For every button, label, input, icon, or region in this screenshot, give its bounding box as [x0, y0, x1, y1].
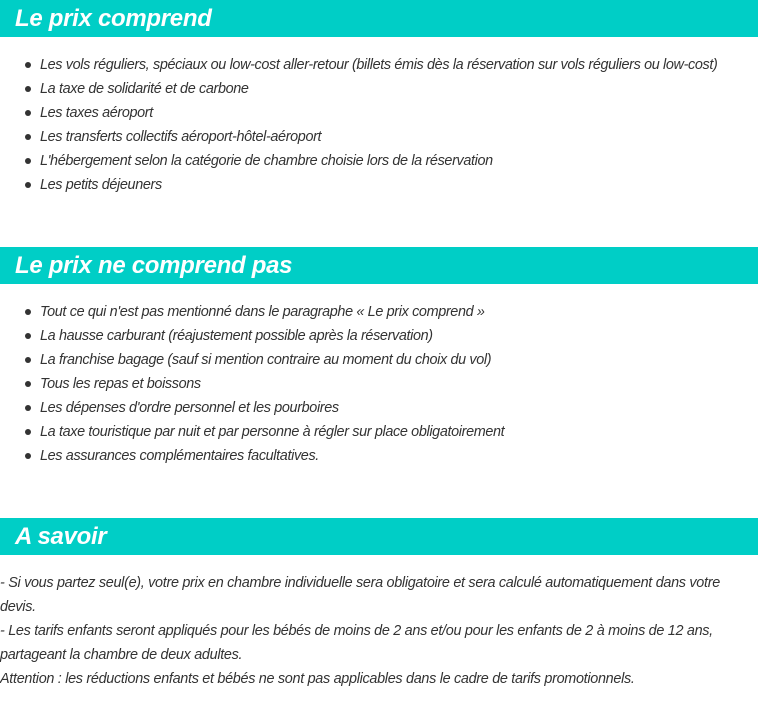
list-item: La hausse carburant (réajustement possible après la réservation): [0, 324, 758, 348]
list-item: Les transferts collectifs aéroport-hôtel-aéroport: [0, 125, 758, 149]
section-header-excluded: [0, 247, 758, 284]
list-item: L'hébergement selon la catégorie de chambre choisie lors de la réservation: [0, 149, 758, 173]
know-paragraph: - Les tarifs enfants seront appliqués pour les bébés de moins de 2 ans et/ou pour les enfants de 2 à moins de 12 ans, partageant la chambre de deux adultes.: [0, 623, 713, 663]
section-header-included: [0, 0, 758, 37]
section-title-know: A savoir: [15, 522, 107, 550]
section-title-excluded: Le prix ne comprend pas: [15, 251, 293, 279]
list-item: Les taxes aéroport: [0, 101, 758, 125]
know-paragraph: Attention : les réductions enfants et bébés ne sont pas applicables dans le cadre de tarifs promotionnels.: [0, 671, 635, 687]
list-item: Tous les repas et boissons: [0, 372, 758, 396]
list-item: La franchise bagage (sauf si mention contraire au moment du choix du vol): [0, 348, 758, 372]
list-item: Les assurances complémentaires facultatives.: [0, 444, 758, 468]
list-item: Tout ce qui n'est pas mentionné dans le paragraphe « Le prix comprend »: [0, 300, 758, 324]
list-item: La taxe de solidarité et de carbone: [0, 77, 758, 101]
included-list: [0, 53, 758, 197]
know-text: [0, 571, 756, 691]
section-header-know: [0, 518, 758, 555]
excluded-list: [0, 300, 758, 468]
list-item: Les vols réguliers, spéciaux ou low-cost aller-retour (billets émis dès la réservation sur vols réguliers ou low-cost): [0, 53, 758, 77]
list-item: Les petits déjeuners: [0, 173, 758, 197]
list-item: La taxe touristique par nuit et par personne à régler sur place obligatoirement: [0, 420, 758, 444]
know-paragraph: - Si vous partez seul(e), votre prix en chambre individuelle sera obligatoire et sera calculé automatiquement dans votre devis.: [0, 575, 720, 615]
section-title-included: Le prix comprend: [15, 4, 212, 32]
list-item: Les dépenses d'ordre personnel et les pourboires: [0, 396, 758, 420]
